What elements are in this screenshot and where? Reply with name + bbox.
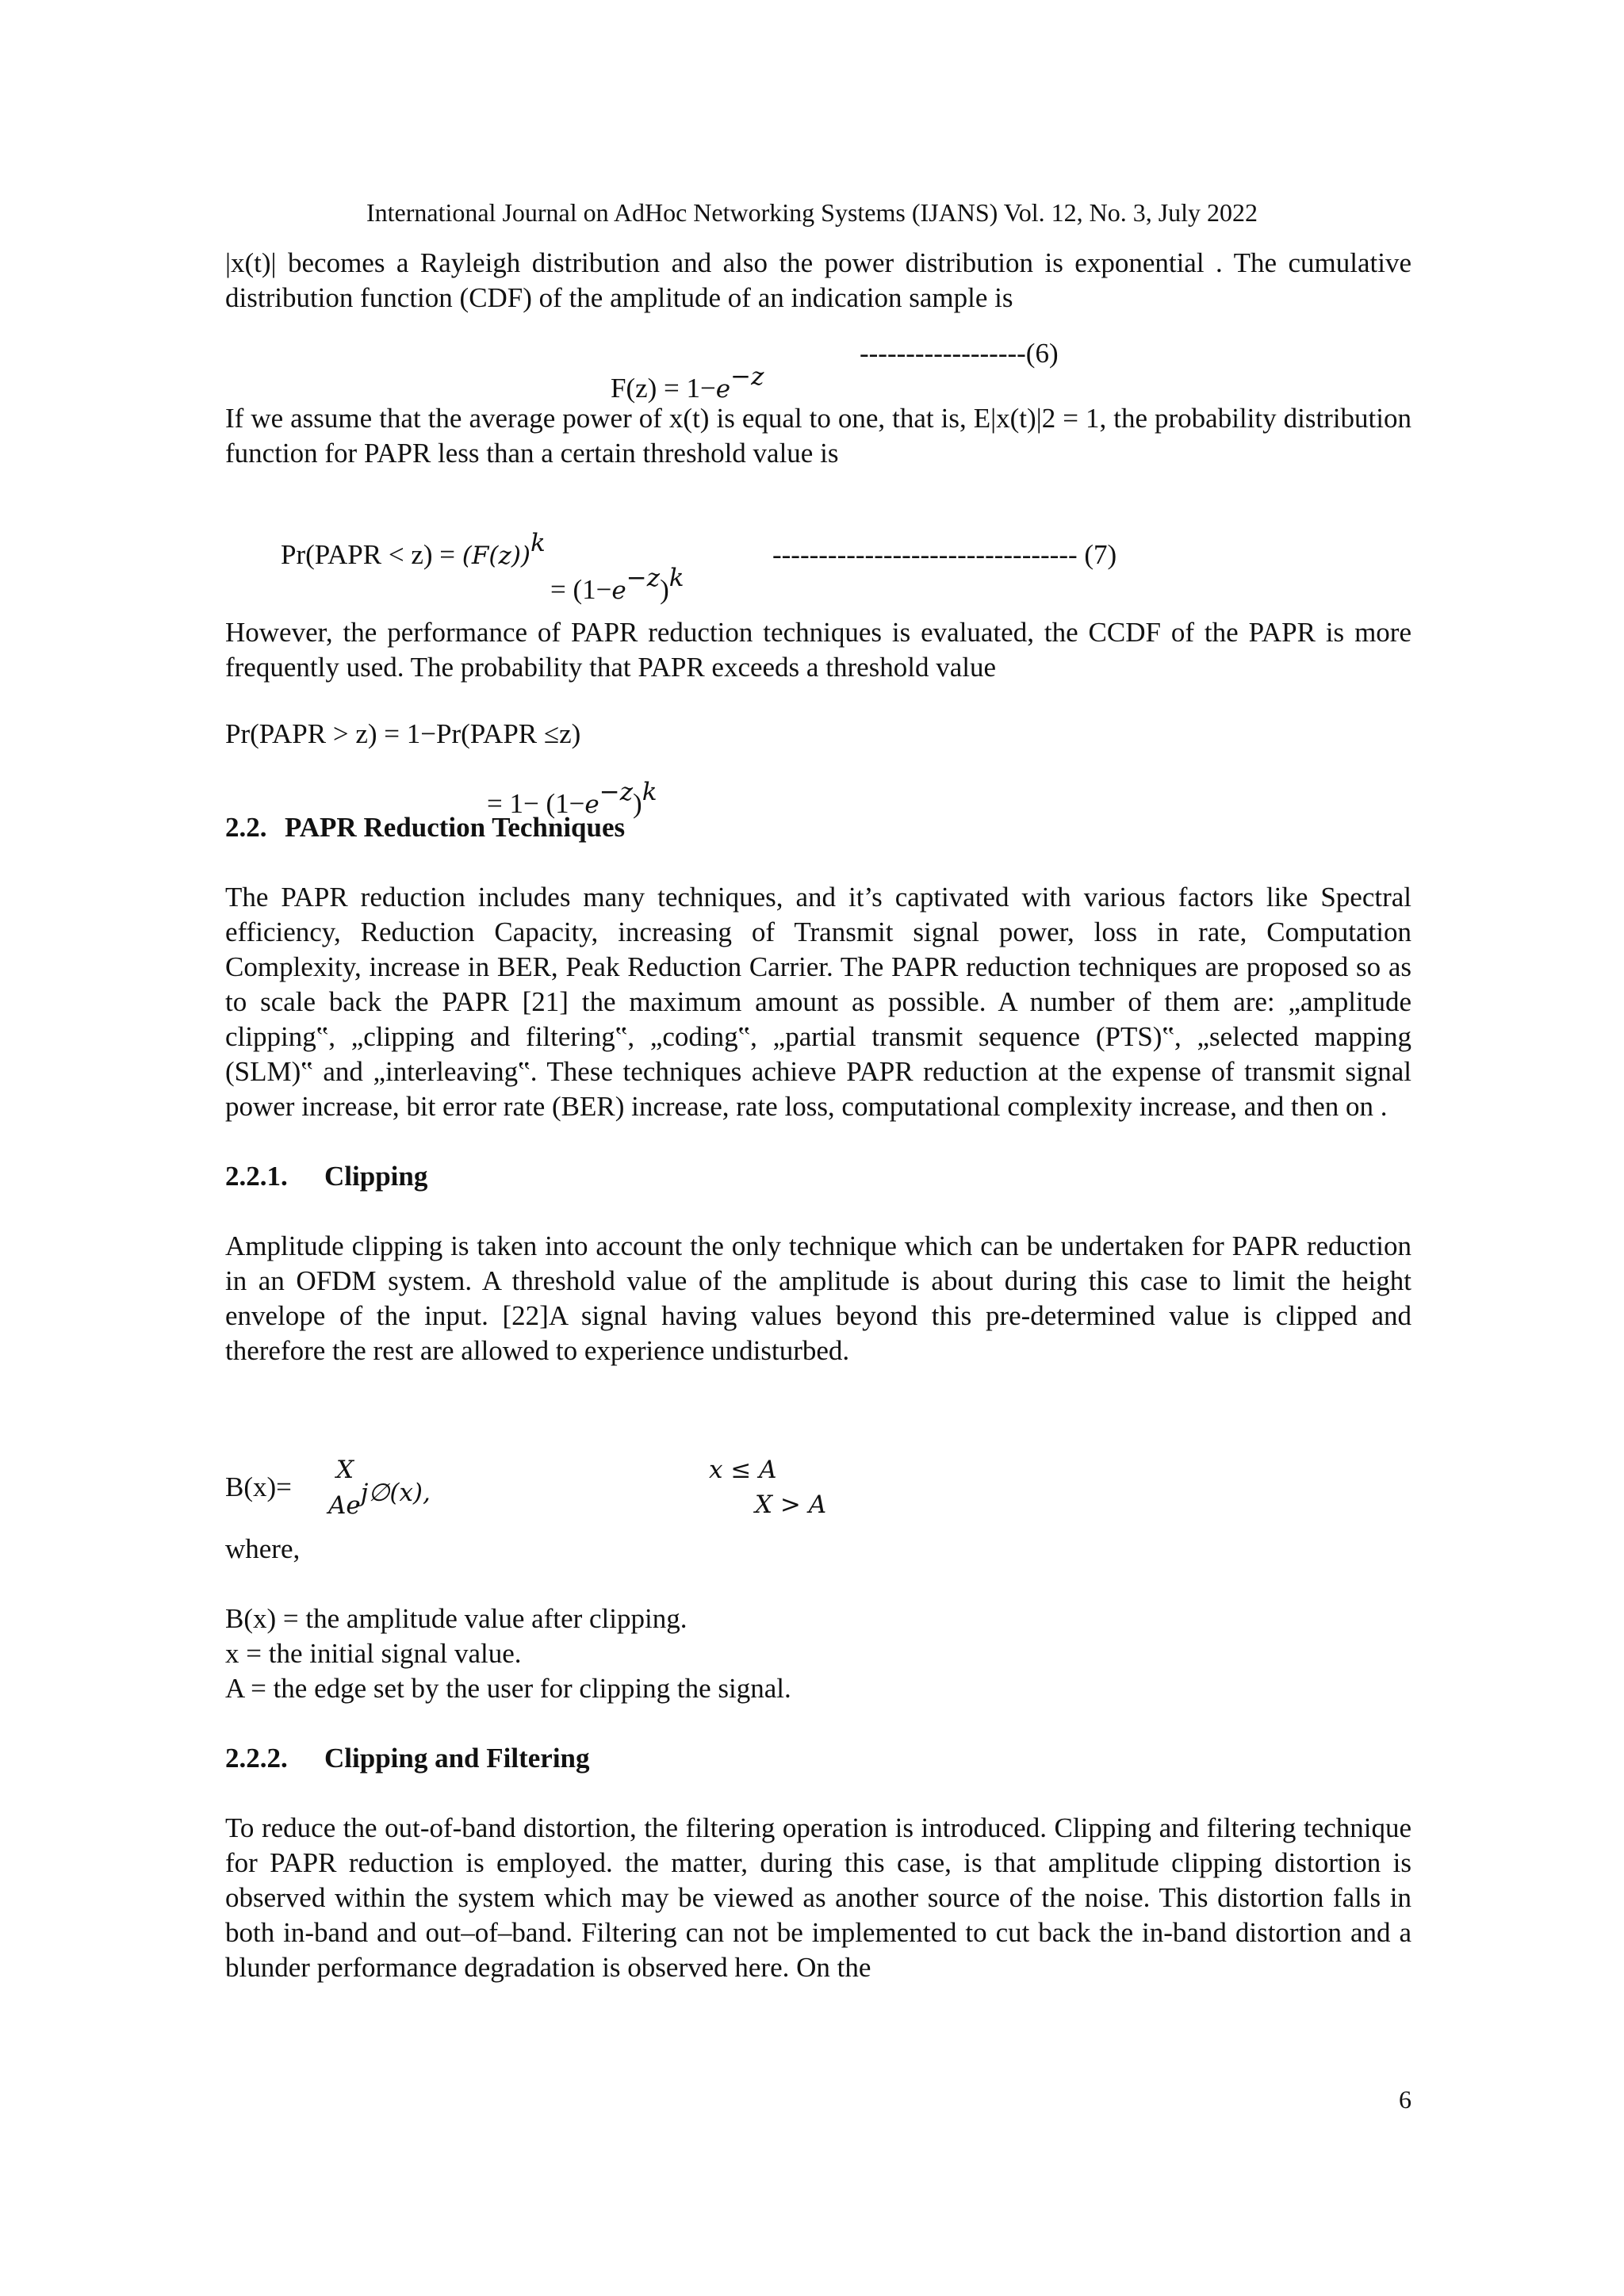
eq8-line2exp: −z: [599, 778, 634, 807]
section-heading-2-2-2: 2.2.2. Clipping and Filtering: [225, 1743, 590, 1774]
eq7-line1: (F(z)): [462, 541, 531, 570]
eq7-lhs: Pr(PAPR < z) =: [281, 539, 462, 570]
equation-6: [225, 316, 1411, 404]
eq7-exp2: k: [668, 564, 684, 593]
eq8-line2c: ): [633, 788, 642, 819]
eq7-tag: --------------------------------- (7): [772, 539, 1117, 570]
definition-item: x = the initial signal value.: [225, 1638, 522, 1669]
eqB-cond1: x ≤ A: [709, 1456, 777, 1484]
page-number: 6: [1399, 2085, 1411, 2114]
eqB-case2exp: j∅(x),: [360, 1479, 431, 1508]
eqB-lhs: B(x)=: [225, 1471, 292, 1502]
definition-item: B(x) = the amplitude value after clipping.: [225, 1603, 688, 1634]
running-header: International Journal on AdHoc Networking Systems (IJANS) Vol. 12, No. 3, July 2022: [366, 198, 1258, 227]
paragraph-papr-techniques: The PAPR reduction includes many techniques, and it’s captivated with various factors like Spectral efficiency, Reduction Capacity, increasing of Transmit signal power, loss in rate, Computation Complexity, increase in BER, Peak Reduction Carrier. The PAPR reduction techniques are proposed so as to scale back the PAPR [21] the maximum amount as possible. A number of them are: „amplitude clipping‟, „clipping and filtering‟, „coding‟, „partial transmit sequence (PTS)‟, „selected mapping (SLM)‟ and „interleaving‟. These techniques achieve PAPR reduction at the expense of transmit signal power increase, bit error rate (BER) increase, rate loss, computational complexity increase, and then on .: [225, 882, 1411, 1122]
equation-clipping: [225, 1368, 1411, 1527]
eq6-exp: −z: [730, 362, 764, 392]
eqB-cond2: X > A: [755, 1490, 827, 1519]
section-heading-2-2: 2.2. PAPR Reduction Techniques: [225, 812, 626, 843]
section-heading-2-2-1: 2.2.1. Clipping: [225, 1161, 428, 1192]
equation-ccdf: [225, 685, 1411, 819]
eq8-line2a: = 1− (1−: [487, 788, 585, 819]
eq6-lhs: F(z) = 1−: [611, 373, 716, 404]
eq8-line1: Pr(PAPR > z) = 1−Pr(PAPR ≤z): [225, 718, 581, 749]
eqB-case2a: Ae: [328, 1491, 361, 1520]
eq8-exp2: k: [642, 778, 657, 807]
paragraph-rayleigh: |x(t)| becomes a Rayleigh distribution and also the power distribution is exponential . The cumulative distribution function (CDF) of the amplitude of an indication sample is: [225, 247, 1411, 313]
eq8-line2b: e: [584, 790, 599, 819]
eq7-line2b: e: [611, 576, 626, 605]
paragraph-average-power: If we assume that the average power of x(t) is equal to one, that is, E|x(t)|2 = 1, the probability distribution function for PAPR less than a certain threshold value is: [225, 403, 1411, 469]
eq6-base: e: [715, 375, 731, 404]
equation-7: [225, 471, 1411, 605]
eq7-line2c: ): [660, 574, 669, 605]
definition-list: [225, 1601, 1411, 1706]
where-label: where,: [225, 1533, 301, 1564]
eq7-exp1: k: [530, 529, 546, 558]
paragraph-clipping: Amplitude clipping is taken into account the only technique which can be undertaken for PAPR reduction in an OFDM system. A threshold value of the amplitude is about during this case to limit the height envelope of the input. [22]A signal having values beyond this pre-determined value is clipped and therefore the rest are allowed to experience undisturbed.: [225, 1230, 1411, 1366]
eq6-tag: ------------------(6): [860, 338, 1059, 369]
eq7-line2exp: −z: [626, 564, 661, 593]
eq7-line2a: = (1−: [550, 574, 612, 605]
page-body: [225, 246, 1411, 1985]
eqB-case1: X: [336, 1456, 354, 1484]
paragraph-ccdf: However, the performance of PAPR reduction techniques is evaluated, the CCDF of the PAPR is more frequently used. The probability that PAPR exceeds a threshold value: [225, 617, 1411, 683]
paragraph-clipping-filtering: To reduce the out-of-band distortion, the filtering operation is introduced. Clipping and filtering technique for PAPR reduction is employed. the matter, during this case, is that amplitude clipping distortion is observed within the system which may be viewed as another source of the noise. This distortion falls in both in-band and out–of–band. Filtering can not be implemented to cut back the in-band distortion and a blunder performance degradation is observed here. On the: [225, 1812, 1411, 1983]
definition-item: A = the edge set by the user for clipping the signal.: [225, 1673, 791, 1704]
